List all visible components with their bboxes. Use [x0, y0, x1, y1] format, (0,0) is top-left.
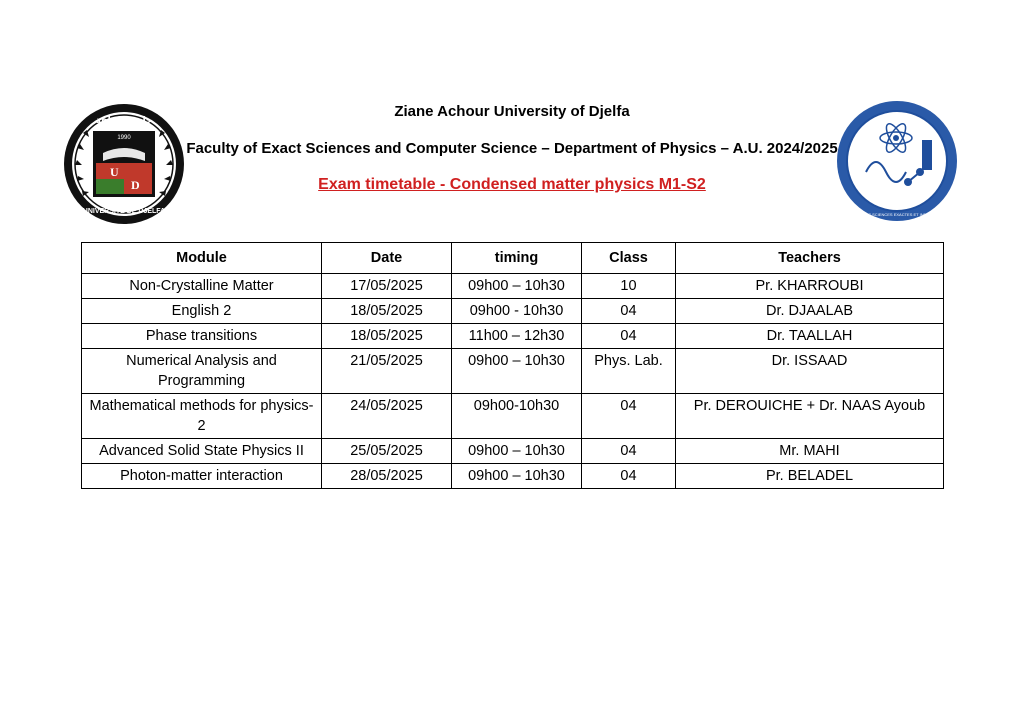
table-row [82, 349, 944, 394]
cell-teachers: Pr. KHARROUBI [676, 274, 944, 299]
cell-date: 21/05/2025 [322, 349, 452, 394]
page-title: Exam timetable - Condensed matter physics M1-S2 [318, 176, 706, 193]
cell-timing: 09h00 – 10h30 [452, 464, 582, 489]
university-djelfa-logo [63, 103, 185, 225]
cell-module: English 2 [82, 299, 322, 324]
cell-date: 28/05/2025 [322, 464, 452, 489]
cell-teachers: Pr. BELADEL [676, 464, 944, 489]
cell-class: Phys. Lab. [582, 349, 676, 394]
cell-timing: 09h00-10h30 [452, 394, 582, 439]
cell-timing: 09h00 – 10h30 [452, 439, 582, 464]
cell-class: 04 [582, 324, 676, 349]
svg-text:UNIVERSITÉ DE DJELFA: UNIVERSITÉ DE DJELFA [82, 208, 166, 215]
cell-module: Mathematical methods for physics-2 [82, 394, 322, 439]
university-name: Ziane Achour University of Djelfa [394, 103, 630, 120]
svg-text:FACULTE DES SCIENCES EXACTES E: FACULTE DES SCIENCES EXACTES ET INFORMATIQUE [843, 212, 951, 217]
cell-timing: 11h00 – 12h30 [452, 324, 582, 349]
table-row [82, 394, 944, 439]
cell-date: 25/05/2025 [322, 439, 452, 464]
cell-date: 17/05/2025 [322, 274, 452, 299]
faculty-line: Faculty of Exact Sciences and Computer Science – Department of Physics – A.U. 2024/2025 [186, 140, 838, 157]
table-header-row [82, 243, 944, 274]
cell-class: 10 [582, 274, 676, 299]
cell-module: Non-Crystalline Matter [82, 274, 322, 299]
svg-text:D: D [131, 178, 140, 192]
cell-timing: 09h00 – 10h30 [452, 349, 582, 394]
cell-module: Numerical Analysis and Programming [82, 349, 322, 394]
column-header-module: Module [82, 243, 322, 274]
exam-timetable [81, 242, 944, 489]
cell-class: 04 [582, 299, 676, 324]
svg-text:FSEI: FSEI [933, 147, 940, 163]
cell-class: 04 [582, 464, 676, 489]
table-row [82, 324, 944, 349]
cell-class: 04 [582, 439, 676, 464]
column-header-timing: timing [452, 243, 582, 274]
cell-timing: 09h00 – 10h30 [452, 274, 582, 299]
cell-timing: 09h00 - 10h30 [452, 299, 582, 324]
cell-module: Advanced Solid State Physics II [82, 439, 322, 464]
svg-text:U: U [110, 165, 119, 179]
table-row [82, 439, 944, 464]
svg-text:1990: 1990 [117, 135, 131, 141]
cell-class: 04 [582, 394, 676, 439]
cell-date: 18/05/2025 [322, 324, 452, 349]
table-row [82, 464, 944, 489]
table-row [82, 274, 944, 299]
cell-module: Photon-matter interaction [82, 464, 322, 489]
cell-date: 24/05/2025 [322, 394, 452, 439]
column-header-teachers: Teachers [676, 243, 944, 274]
cell-date: 18/05/2025 [322, 299, 452, 324]
cell-module: Phase transitions [82, 324, 322, 349]
column-header-class: Class [582, 243, 676, 274]
svg-text:جامعة الجلفة: جامعة الجلفة [95, 115, 153, 125]
cell-teachers: Mr. MAHI [676, 439, 944, 464]
table-row [82, 299, 944, 324]
cell-teachers: Dr. DJAALAB [676, 299, 944, 324]
cell-teachers: Pr. DEROUICHE + Dr. NAAS Ayoub [676, 394, 944, 439]
cell-teachers: Dr. TAALLAH [676, 324, 944, 349]
column-header-date: Date [322, 243, 452, 274]
cell-teachers: Dr. ISSAAD [676, 349, 944, 394]
